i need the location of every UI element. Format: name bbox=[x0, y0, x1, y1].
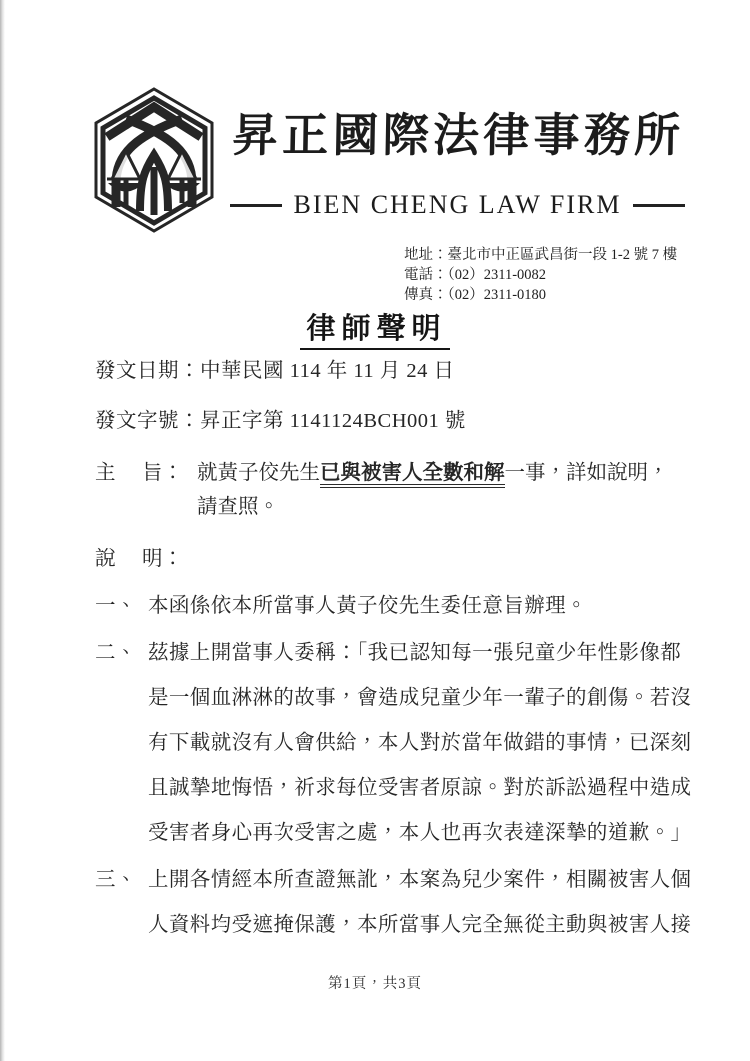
item-number: 二、 bbox=[95, 642, 137, 664]
firm-name-english: BIEN CHENG LAW FIRM bbox=[293, 190, 622, 219]
item-line: 且誠摯地悔悟，祈求每位受害者原諒。對於訴訟過程中造成 bbox=[148, 777, 692, 799]
item-line: 有下載就沒有人會供給，本人對於當年做錯的事情，已深刻 bbox=[148, 732, 692, 754]
issue-date-line: 發文日期：中華民國 114 年 11 月 24 日 bbox=[95, 360, 455, 382]
subject-line-1: 就黃子佼先生已與被害人全數和解一事，詳如說明， bbox=[197, 456, 692, 490]
document-body bbox=[95, 356, 692, 950]
page-number-footer: 第1頁，共3頁 bbox=[328, 976, 422, 992]
scan-edge-shadow bbox=[0, 0, 5, 1061]
explanation-heading bbox=[95, 542, 692, 576]
left-dash-line bbox=[230, 204, 282, 207]
phone-line: 電話：（02）2311-0082 bbox=[404, 267, 547, 283]
subject-block bbox=[95, 456, 692, 524]
firm-name-english-row bbox=[230, 190, 685, 220]
item-line: 本函係依本所當事人黃子佼先生委任意旨辦理。 bbox=[148, 595, 587, 617]
address-line: 地址：臺北市中正區武昌街一段 1-2 號 7 樓 bbox=[404, 247, 678, 263]
item-number: 一、 bbox=[95, 595, 137, 617]
explanation-item-3 bbox=[95, 858, 692, 948]
ref-number-line: 發文字號：昇正字第 1141124BCH001 號 bbox=[95, 410, 466, 432]
item-line: 人資料均受遮掩保護，本所當事人完全無從主動與被害人接 bbox=[148, 914, 692, 936]
right-dash-line bbox=[633, 204, 685, 207]
subject-emphasis: 已與被害人全數和解 bbox=[320, 462, 505, 488]
hexagon-scales-icon bbox=[92, 86, 216, 234]
item-line: 上開各情經本所查證無訛，本案為兒少案件，相關被害人個 bbox=[148, 869, 692, 891]
item-number: 三、 bbox=[95, 869, 137, 891]
law-firm-logo bbox=[92, 86, 216, 234]
document-title bbox=[0, 306, 750, 347]
subject-label: 主 旨： bbox=[95, 462, 183, 484]
explanation-item-1 bbox=[95, 584, 692, 629]
document-title-text: 律師聲明 bbox=[300, 313, 449, 350]
explanation-item-2 bbox=[95, 631, 692, 856]
contact-block bbox=[404, 245, 677, 305]
fax-line: 傳真：（02）2311-0180 bbox=[404, 287, 547, 303]
subject-line-2: 請查照。 bbox=[197, 496, 279, 518]
item-line: 茲據上開當事人委稱：「我已認知每一張兒童少年性影像都 bbox=[148, 642, 682, 664]
item-line: 受害者身心再次受害之處，本人也再次表達深摯的道歉。」 bbox=[148, 822, 692, 844]
explanation-label: 說 明： bbox=[95, 548, 183, 570]
item-line: 是一個血淋淋的故事，會造成兒童少年一輩子的創傷。若沒 bbox=[148, 687, 692, 709]
firm-name-chinese: 昇正國際法律事務所 bbox=[231, 110, 685, 161]
